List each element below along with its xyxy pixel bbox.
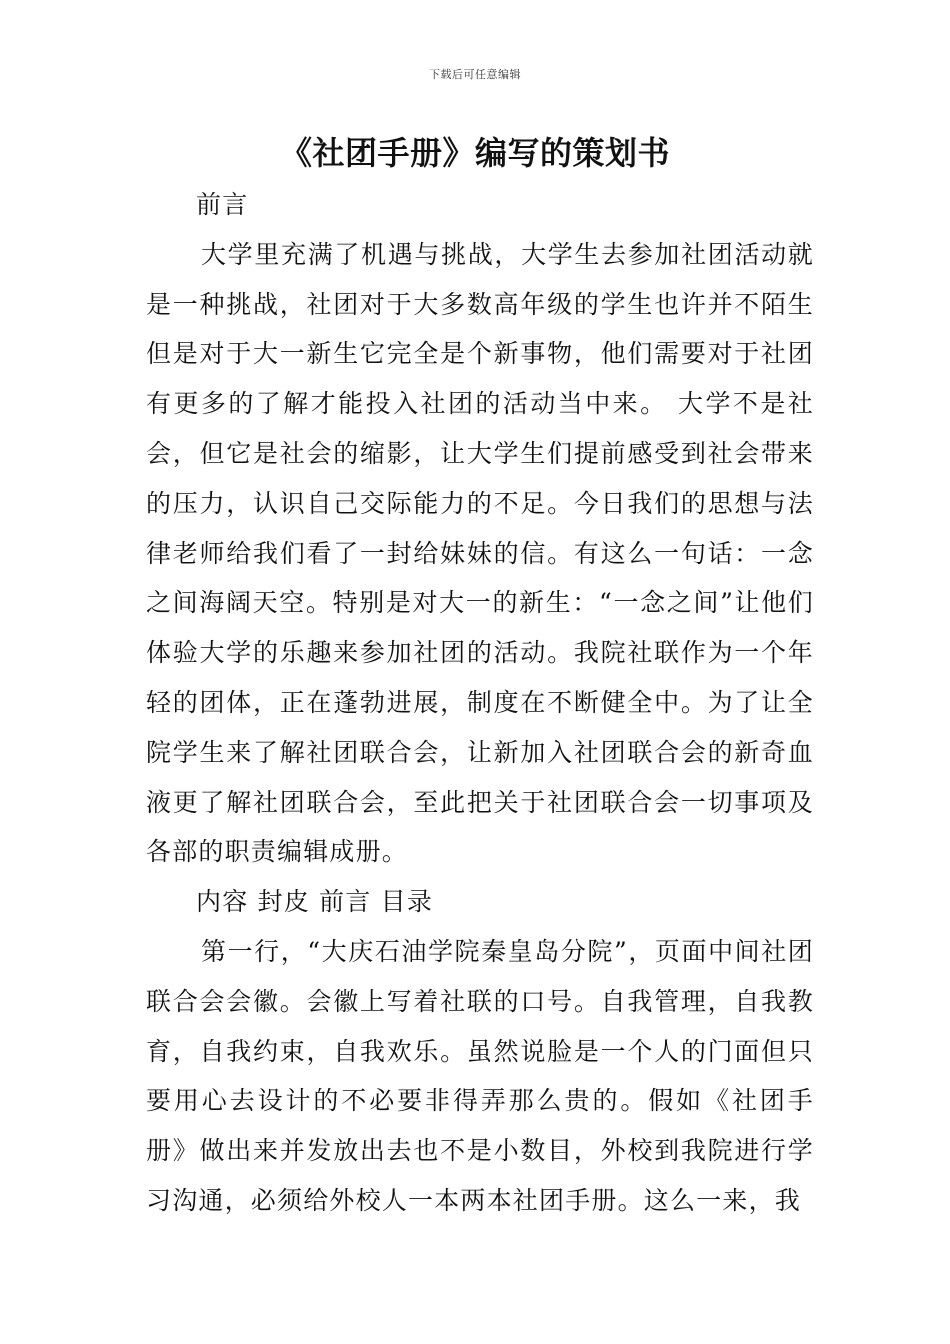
preface-paragraph: 大学里充满了机遇与挑战，大学生去参加社团活动就是一种挑战，社团对于大多数高年级的学生也许并不陌生但是对于大一新生它完全是个新事物，他们需要对于社团有更多的了解才能投入社团的活动当中来。 大学不是社会，但它是社会的缩影，让大学生们提前感受到社会带来的压力，认识自己交际能力的不足。今日我们的思想与法律老师给我们看了一封给妹妹的信。有这么一句话：一念之间海阔天空。特别是对大一的新生：“一念之间”让他们体验大学的乐趣来参加社团的活动。我院社联作为一个年轻的团体，正在蓬勃进展，制度在不断健全中。为了让全院学生来了解社团联合会，让新加入社团联合会的新奇血液更了解社团联合会，至此把关于社团联合会一切事项及各部的职责编辑成册。 (146, 239, 814, 867)
content-heading: 内容 封皮 前言 目录 (196, 887, 434, 917)
header-note: 下载后可任意编辑 (429, 68, 521, 81)
preface-heading: 前言 (196, 190, 249, 219)
document-body (146, 180, 814, 1226)
document-title: 《社团手册》编写的策划书 (279, 134, 670, 172)
cover-paragraph: 第一行，“大庆石油学院秦皇岛分院”，页面中间社团联合会会徽。会徽上写着社联的口号。自我管理，自我教育，自我约束，自我欢乐。虽然说脸是一个人的门面但只要用心去设计的不必要非得弄那么贵的。假如《社团手册》做出来并发放出去也不是小数目，外校到我院进行学习沟通，必须给外校人一本两本社团手册。这么一来，我 (146, 936, 814, 1215)
